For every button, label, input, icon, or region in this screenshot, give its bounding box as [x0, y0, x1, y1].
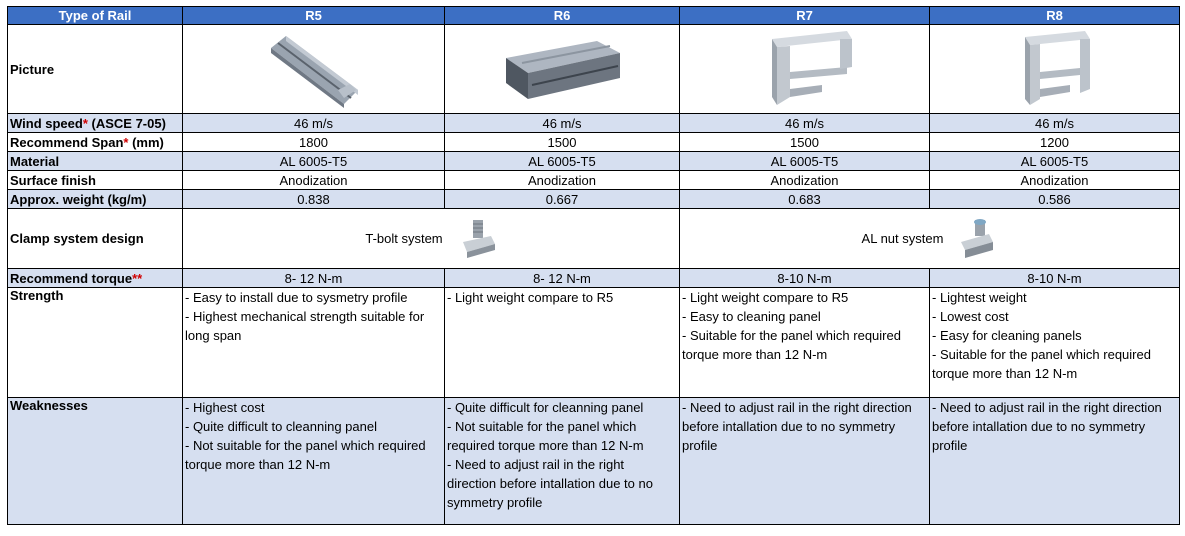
strength-r7: - Light weight compare to R5 - Easy to cleaning panel - Suitable for the panel which required torque more than 12 N-m: [680, 288, 930, 398]
material-r7: AL 6005-T5: [680, 152, 930, 171]
alnut-label: AL nut system: [861, 231, 944, 246]
r8-picture-cell: [930, 25, 1180, 114]
header-r5: R5: [183, 7, 445, 25]
weakness-r8: - Need to adjust rail in the right direction before intallation due to no symmetry profile: [930, 398, 1180, 525]
rail-r6-image: [502, 33, 622, 103]
span-r7: 1500: [680, 133, 930, 152]
clamp-label: Clamp system design: [8, 209, 183, 269]
weakness-r7: - Need to adjust rail in the right direction before intallation due to no symmetry profile: [680, 398, 930, 525]
rail-r7-image: [752, 27, 857, 109]
header-type-of-rail: Type of Rail: [8, 7, 183, 25]
r5-picture-cell: [183, 25, 445, 114]
wind-speed-r8: 46 m/s: [930, 114, 1180, 133]
torque-r6: 8- 12 N-m: [445, 269, 680, 288]
header-r7: R7: [680, 7, 930, 25]
strength-r6: - Light weight compare to R5: [445, 288, 680, 398]
rail-r5-image: [266, 28, 361, 108]
finish-r8: Anodization: [930, 171, 1180, 190]
weight-r8: 0.586: [930, 190, 1180, 209]
rail-comparison-table: [7, 6, 1180, 525]
rail-r8-image: [1010, 27, 1100, 109]
tbolt-label: T-bolt system: [365, 231, 443, 246]
wind-speed-r7: 46 m/s: [680, 114, 930, 133]
strength-label: Strength: [8, 288, 183, 398]
torque-r8: 8-10 N-m: [930, 269, 1180, 288]
clamp-tbolt-cell: [183, 209, 680, 269]
weakness-r6: - Quite difficult for cleanning panel - Not suitable for the panel which required torque more than 12 N-m - Need to adjust rail in the right direction before intallation due to no symmetry profile: [445, 398, 680, 525]
material-r5: AL 6005-T5: [183, 152, 445, 171]
finish-r5: Anodization: [183, 171, 445, 190]
strength-r5: - Easy to install due to sysmetry profile - Highest mechanical strength suitable for long span: [183, 288, 445, 398]
picture-label: Picture: [8, 25, 183, 114]
weight-r7: 0.683: [680, 190, 930, 209]
strength-r8: - Lightest weight - Lowest cost - Easy for cleaning panels - Suitable for the panel which required torque more than 12 N-m: [930, 288, 1180, 398]
wind-speed-label: Wind speed* (ASCE 7-05): [8, 114, 183, 133]
material-r6: AL 6005-T5: [445, 152, 680, 171]
torque-r7: 8-10 N-m: [680, 269, 930, 288]
torque-r5: 8- 12 N-m: [183, 269, 445, 288]
surface-finish-label: Surface finish: [8, 171, 183, 190]
span-r5: 1800: [183, 133, 445, 152]
span-r8: 1200: [930, 133, 1180, 152]
t-bolt-image: [457, 218, 497, 260]
material-r8: AL 6005-T5: [930, 152, 1180, 171]
recommend-span-label: Recommend Span* (mm): [8, 133, 183, 152]
wind-speed-r5: 46 m/s: [183, 114, 445, 133]
torque-label: Recommend torque**: [8, 269, 183, 288]
material-label: Material: [8, 152, 183, 171]
span-r6: 1500: [445, 133, 680, 152]
weaknesses-label: Weaknesses: [8, 398, 183, 525]
r7-picture-cell: [680, 25, 930, 114]
header-r8: R8: [930, 7, 1180, 25]
header-r6: R6: [445, 7, 680, 25]
wind-speed-r6: 46 m/s: [445, 114, 680, 133]
weakness-r5: - Highest cost - Quite difficult to cleanning panel - Not suitable for the panel which required torque more than 12 N-m: [183, 398, 445, 525]
r6-picture-cell: [445, 25, 680, 114]
finish-r6: Anodization: [445, 171, 680, 190]
weight-r5: 0.838: [183, 190, 445, 209]
weight-label: Approx. weight (kg/m): [8, 190, 183, 209]
weight-r6: 0.667: [445, 190, 680, 209]
al-nut-image: [957, 218, 997, 260]
finish-r7: Anodization: [680, 171, 930, 190]
clamp-alnut-cell: [680, 209, 1180, 269]
